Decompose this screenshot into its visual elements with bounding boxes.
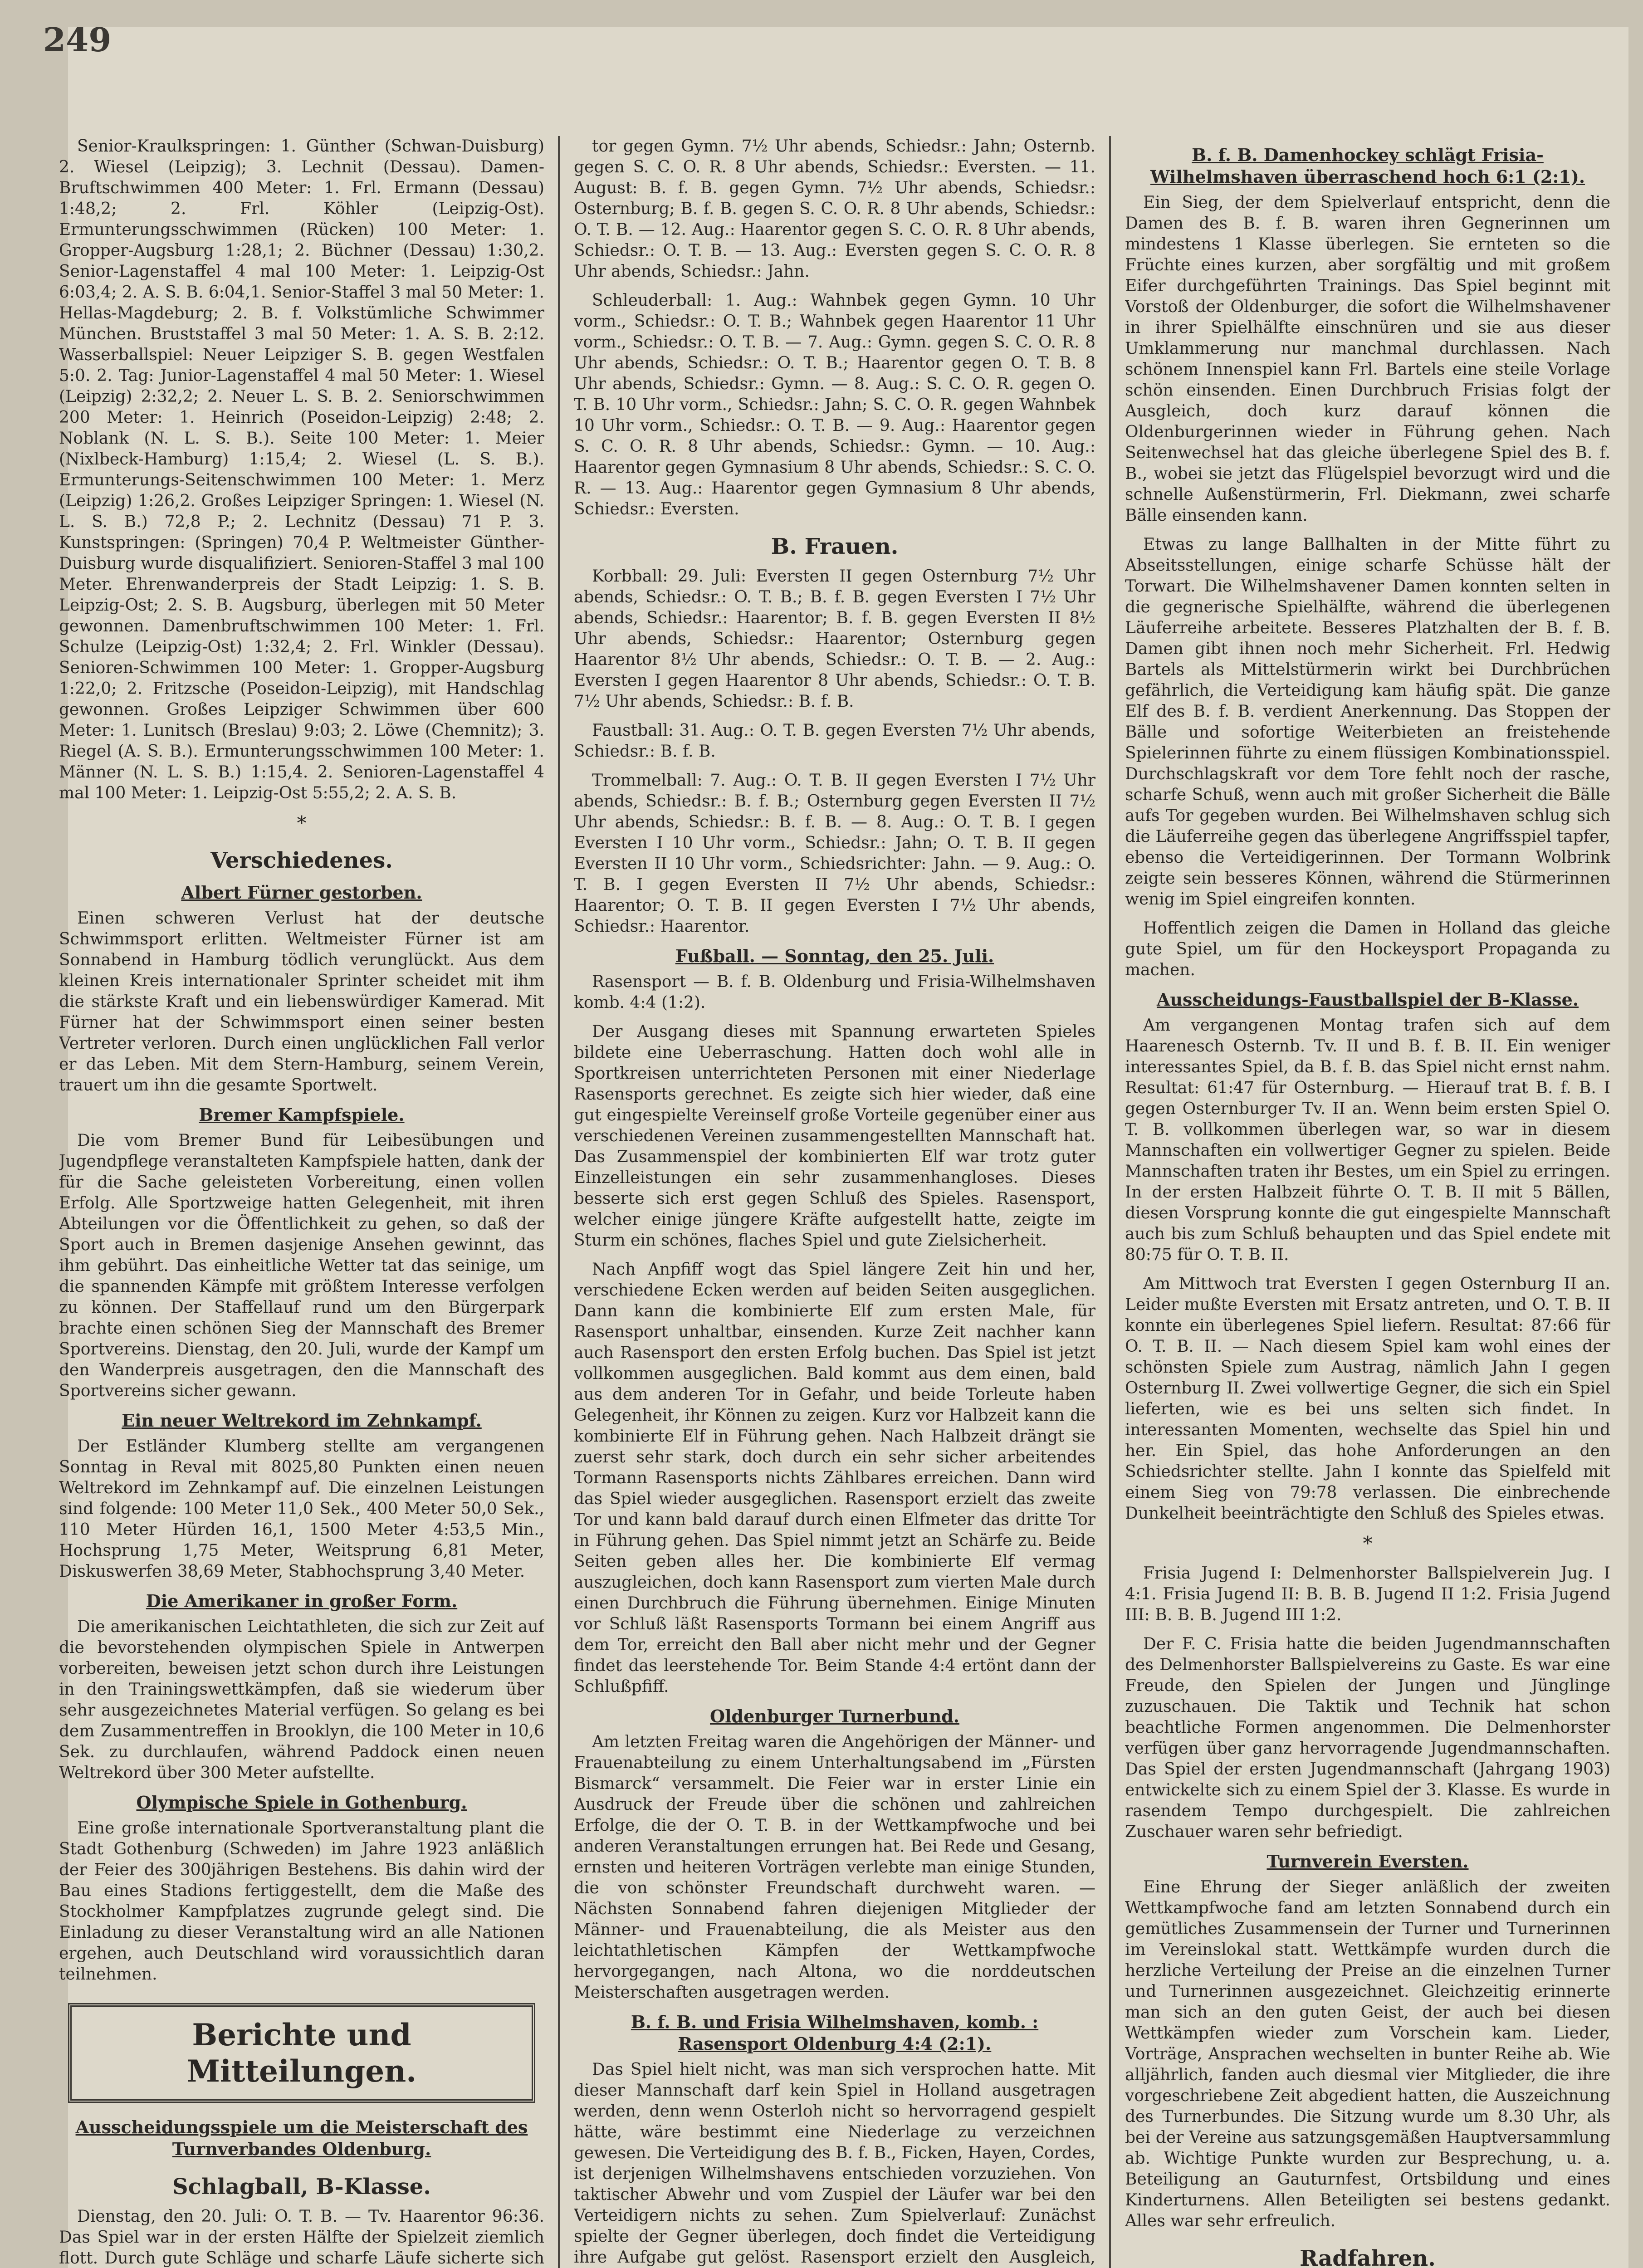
paragraph: Senior-Kraulkspringen: 1. Günther (Schwan-Duisburg) 2. Wiesel (Leipzig); 3. Lechnit (Dessau). Damen-Bruftschwimmen 400 Meter: 1. Frl. Ermann (Dessau) 1:48,2; 2. Frl. Köhler (Leipzig-Ost). Ermunterungsschwimmen (Rücken) 100 Meter: 1. Gropper-Augsburg 1:28,1; 2. Büchner (Dessau) 1:30,2. Senior-Lagenstaffel 4 mal 100 Meter: 1. Leipzig-Ost 6:03,4; 2. A. S. B. 6:04,1. Senior-Staffel 3 mal 50 Meter: 1. Hellas-Magdeburg; 2. B. f. Volkstümliche Schwimmer München. Bruststaffel 3 mal 50 Meter: 1. A. S. B. 2:12. Wasserballspiel: Neuer Leipziger S. B. gegen Westfalen 5:0. 2. Tag: Junior-Lagenstaffel 4 mal 50 Meter: 1. Wiesel (Leipzig) 2:32,2; 2. Neuer L. S. B. 2. Seniorschwimmen 200 Meter: 1. Heinrich (Poseidon-Leipzig) 2:48; 2. Noblank (N. L. S. B.). Seite 100 Meter: 1. Meier (Nixlbeck-Hamburg) 1:15,4; 2. Wiesel (L. S. B.). Ermunterungs-Seitenschwimmen 100 Meter: 1. Merz (Leipzig) 1:26,2. Großes Leipziger Springen: 1. Wiesel (N. L. S. B.) 72,8 P.; 2. Lechnitz (Dessau) 71 P. 3. Kunstspringen: (Springen) 70,4 P. Weltmeister Günther-Duisburg wurde disqualifiziert. Senioren-Staffel 3 mal 100 Meter. Ehrenwanderpreis der Stadt Leipzig: 1. S. B. Leipzig-Ost; 2. S. B. Augsburg, überlegen mit 50 Meter gewonnen. Damenbruftschwimmen 100 Meter: 1. Frl. Schulze (Leipzig-Ost) 1:32,4; 2. Frl. Winkler (Dessau). Senioren-Schwimmen 100 Meter: 1. Gropper-Augsburg 1:22,0; 2. Fritzsche (Poseidon-Leipzig), mit Handschlag gewonnen. Großes Leipziger Schwimmen über 600 Meter: 1. Lunitsch (Breslau) 9:03; 2. Löwe (Chemnitz); 3. Riegel (A. S. B.). Ermunterungsschwimmen 100 Meter: 1. Männer (N. L. S. B.) 1:15,4. 2. Senioren-Lagenstaffel 4 mal 100 Meter: 1. Leipzig-Ost 5:55,2; 2. A. S. B. (59, 137, 544, 802)
paragraph: Am Mittwoch trat Eversten I gegen Osternburg II an. Leider mußte Eversten mit Ersatz antreten, und O. T. B. II konnte ein überlegenes Spiel liefern. Resultat: 87:66 für O. T. B. II. — Nach diesem Spiel kam wohl eines der schönsten Spiele zum Austrag, nämlich Jahn I gegen Osternburg II. Zwei vollwertige Gegner, die sich ein Spiel lieferten, wie es bei uns selten sich findet. In interessanten Momenten, wechselte das Spiel hin und her. Ein Spiel, das hohe Anforderungen an den Schiedsrichter stellte. Jahn I konnte das Spielfeld mit einem Sieg von 79:78 verlassen. Die einbrechende Dunkelheit beeinträchtigte den Schluß des Spieles etwas. (1125, 1275, 1610, 1523)
separator-star: * (1363, 1532, 1373, 1554)
column-rule (1109, 136, 1111, 2268)
paragraph: Am vergangenen Montag trafen sich auf dem Haarenesch Osternb. Tv. II und B. f. B. II. Ein weniger interessantes Spiel, da B. f. B. das Spiel nicht ernst nahm. Resultat: 61:47 für Osternburg. — Hierauf trat B. f. B. I gegen Osternburger Tv. II an. Wenn beim ersten Spiel O. T. B. vollkommen überlegen war, so war in diesem Mannschaften ein vollwertiger Gegner zu spielen. Beide Mannschaften traten ihr Bestes, um ein Spiel zu erringen. In der ersten Halbzeit führte O. T. B. II mit 5 Bällen, diesen Vorsprung konnte die gut eingespielte Mannschaft auch bis zum Schluß behaupten und das Spiel endete mit 80:75 für O. T. B. II. (1125, 1016, 1610, 1264)
article-heading: Ein neuer Weltrekord im Zehnkampf. (122, 1410, 482, 1431)
paragraph: Eine Ehrung der Sieger anläßlich der zweiten Wettkampfwoche fand am letzten Sonnabend durch ein gemütliches Zusammensein der Turner und Turnerinnen im Vereinslokal statt. Wettkämpfe wurden durch die herzliche Verteilung der Preise an die einzelnen Turner und Turnerinnen ausgezeichnet. Gleichzeitig erinnerte man sich an den guten Geist, der auch bei diesen Wettkämpfen wieder zum Vorschein kam. Lieder, Vorträge, Ansprachen wechselten in bunter Reihe ab. Wie alljährlich, fanden auch diesmal vier Mitglieder, die ihre vorgeschriebene Zeit abgedient hatten, die Auszeichnung des Turnerbundes. Die Sitzung wurde um 8.30 Uhr, als bei der Vereine aus satzungsgemäßen Hauptversammlung ab. Wichtige Punkte wurden zur Besprechung, u. a. Beteiligung an Gauturnfest, Ortsbildung und eines Kinderturnens. Allen Beteiligten sei bestens gedankt. Alles war sehr erfreulich. (1125, 1878, 1610, 2230)
article-heading: Albert Fürner gestorben. (181, 882, 422, 903)
paragraph: Die amerikanischen Leichtathleten, die sich zur Zeit auf die bevorstehenden olympischen Spiele in Antwerpen vorbereiten, beweisen jetzt schon durch ihre Leistungen in den Trainingswettkämpfen, daß sie wiederum über sehr ausgezeichnetes Material verfügen. So gelang es bei dem Zusammentreffen in Brooklyn, die 100 Meter in 10,6 Sek. zu durchlaufen, während Paddock einen neuen Weltrekord über 300 Meter aufstellte. (59, 1618, 544, 1782)
article-heading: Turnverein Eversten. (1266, 1851, 1469, 1872)
section-banner: Berichte und Mitteilungen. (68, 2003, 535, 2103)
column-right (1125, 136, 1610, 2268)
paragraph: Frisia Jugend I: Delmenhorster Ballspielverein Jug. I 4:1. Frisia Jugend II: B. B. B. Jugend II 1:2. Frisia Jugend III: B. B. B. Jugend III 1:2. (1125, 1564, 1610, 1624)
paragraph: Rasensport — B. f. B. Oldenburg und Frisia-Wilhelmshaven komb. 4:4 (1:2). (574, 973, 1095, 1012)
paragraph: Einen schweren Verlust hat der deutsche Schwimmsport erlitten. Weltmeister Fürner ist am Sonnabend in Hamburg tödlich verunglückt. Aus dem kleinen Kreis internationaler Sprinter scheidet mit ihm die stärkste Kraft und ein liebenswürdiger Kamerad. Mit Fürner hat der Schwimmsport einen seiner besten Vertreter verloren. Durch einen unglücklichen Fall verlor er das Leben. Mit dem Stern-Hamburg, seinem Verein, trauert um ihn die gesamte Sportwelt. (59, 909, 544, 1095)
paragraph: Am letzten Freitag waren die Angehörigen der Männer- und Frauenabteilung zu einem Unterhaltungsabend im „Fürsten Bismarck“ versammelt. Die Feier war in erster Linie ein Ausdruck der Freude über die schönen und zahlreichen Erfolge, die der O. T. B. in der Wettkampfwoche und bei anderen Veranstaltungen errungen hat. Bei Rede und Gesang, ernsten und heiteren Vorträgen verlebte man einige Stunden, die von schönster Freundschaft durchweht waren. — Nächsten Sonnabend fahren diejenigen Mitglieder der Männer- und Frauenabteilung, die als Meister aus den leichtathletischen Kämpfen der Wettkampfwoche hervorgegangen, nach Altona, wo die norddeutschen Meisterschaften ausgetragen werden. (574, 1733, 1095, 2002)
article-heading: Ausscheidungs-Faustballspiel der B-Klasse. (1156, 989, 1579, 1010)
paragraph: Schleuderball: 1. Aug.: Wahnbek gegen Gymn. 10 Uhr vorm., Schiedsr.: O. T. B.; Wahnbek gegen Haarentor 11 Uhr vorm., Schiedsr.: O. T. B. — 7. Aug.: Gymn. gegen S. C. O. R. 8 Uhr abends, Schiedsr.: O. T. B.; Haarentor gegen O. T. B. 8 Uhr abends, Schiedsr.: Gymn. — 8. Aug.: S. C. O. R. gegen O. T. B. 10 Uhr vorm., Schiedsr.: Jahn; S. C. O. R. gegen Wahnbek 10 Uhr vorm., Schiedsr.: O. T. B. — 9. Aug.: Haarentor gegen S. C. O. R. 8 Uhr abends, Schiedsr.: Gymn. — 10. Aug.: Haarentor gegen Gymnasium 8 Uhr abends, Schiedsr.: S. C. O. R. — 13. Aug.: Haarentor gegen Gymnasium 8 Uhr abends, Schiedsr.: Eversten. (574, 291, 1095, 518)
article-heading: B. f. B. Damenhockey schlägt Frisia-Wilhelmshaven überraschend hoch 6:1 (2:1). (1150, 145, 1585, 187)
paragraph: Der Ausgang dieses mit Spannung erwarteten Spieles bildete eine Ueberraschung. Hatten doch wohl alle in Sportkreisen unterrichteten Personen mit einer Niederlage Rasensports gerechnet. Es zeigte sich hier wieder, daß eine gut eingespielte Vereinself große Vorteile gegenüber einer aus verschiedenen Vereinen zusammengestellten Mannschaft hat. Das Zusammenspiel der kombinierten Elf war trotz guter Einzelleistungen ein sehr zusammenhangloses. Dieses besserte sich erst gegen Schluß des Spieles. Rasensport, welcher einige jüngere Kräfte aufgestellt hatte, zeigte im Sturm ein schönes, flaches Spiel und gute Zielsicherheit. (574, 1022, 1095, 1250)
section-heading: Verschiedenes. (210, 848, 393, 873)
paragraph: Die vom Bremer Bund für Leibesübungen und Jugendpflege veranstalteten Kampfspiele hatten, dank der für die Sache geleisteten Vorbereitung, einen vollen Erfolg. Alle Sportzweige hatten Gelegenheit, mit ihren Abteilungen vor die Öffentlichkeit zu gehen, so daß der Sport auch in Bremen dasjenige Ansehen gewinnt, das ihm gebührt. Das einheitliche Wetter tat das seinige, um die spannenden Kämpfe mit größtem Interesse verfolgen zu können. Der Staffellauf rund um den Bürgerpark brachte einen schönen Sieg der Mannschaft des Bremer Sportvereins. Dienstag, den 20. Juli, wurde der Kampf um den Wanderpreis ausgetragen, den die Mannschaft des Sportvereins sicher gewann. (59, 1131, 544, 1400)
paragraph: Dienstag, den 20. Juli: O. T. B. — Tv. Haarentor 96:36. Das Spiel war in der ersten Hälfte der Spielzeit ziemlich flott. Durch gute Schläge und scharfe Läufe sicherte sich (59, 2207, 544, 2268)
paragraph: Trommelball: 7. Aug.: O. T. B. II gegen Eversten I 7½ Uhr abends, Schiedsr.: B. f. B.; Osternburg gegen Eversten II 7½ Uhr abends, Schiedsr.: B. f. B. — 8. Aug.: O. T. B. I gegen Eversten I 10 Uhr vorm., Schiedsr.: Jahn; O. T. B. II gegen Eversten II 10 Uhr vorm., Schiedsrichter: Jahn. — 9. Aug.: O. T. B. I gegen Eversten II 7½ Uhr abends, Schiedsr.: Haarentor; O. T. B. II gegen Eversten I 7½ Uhr abends, Schiedsr.: Haarentor. (574, 771, 1095, 936)
column-middle (574, 136, 1095, 2268)
section-heading: B. Frauen. (771, 534, 899, 559)
article-heading: Ausscheidungsspiele um die Meisterschaft des Turnverbandes Oldenburg. (75, 2117, 528, 2159)
paragraph: Der F. C. Frisia hatte die beiden Jugendmannschaften des Delmenhorster Ballspielvereins zu Gaste. Es war eine Freude, den Spielen der Jungen und Jünglinge zuzuschauen. Die Taktik und Technik hat schon beachtliche Formen angenommen. Die Delmenhorster verfügen über ganz hervorragende Jugendmannschaften. Das Spiel der ersten Jugendmannschaft (Jahrgang 1903) entwickelte sich zu einem Spiel der 3. Klasse. Es wurde in rasendem Tempo durchgespielt. Die zahlreichen Zuschauer waren sehr befriedigt. (1125, 1635, 1610, 1841)
paragraph: Etwas zu lange Ballhalten in der Mitte führt zu Abseitsstellungen, einige scharfe Schüsse hält der Torwart. Die Wilhelmshavener Damen konnten selten in die gegnerische Spielhälfte, während die überlegenen Läuferreihe arbeitete. Besseres Platzhalten der B. f. B. Damen gibt ihnen noch mehr Sicherheit. Frl. Hedwig Bartels als Mittelstürmerin wirkt bei Durchbrüchen gefährlich, die Verteidigung kam häufig spät. Die ganze Elf des B. f. B. verdient Anerkennung. Das Stoppen der Bälle und sofortige Weiterbieten an freistehende Spielerinnen führte zu einem flüssigen Kombinationsspiel. Durchschlagskraft vor dem Tore fehlt noch der rasche, scharfe Schuß, wenn auch mit großer Sicherheit die Bälle aufs Tor gegeben wurden. Bei Wilhelmshaven schlug sich die Läuferreihe gegen das überlegene Angriffsspiel tapfer, ebenso die Verteidigerinnen. Der Tormann Wolbrink zeigte sein besseres Können, während die Stürmerinnen wenig im Spiel eingreifen konnten. (1125, 535, 1610, 909)
article-heading: Bremer Kampfspiele. (199, 1105, 405, 1125)
article-heading: Olympische Spiele in Gothenburg. (136, 1792, 467, 1813)
paragraph: Ein Sieg, der dem Spielverlauf entspricht, denn die Damen des B. f. B. waren ihren Gegnerinnen um mindestens 1 Klasse überlegen. Sie ernteten so die Früchte eines kurzen, aber sorgfältig und mit großem Eifer durchgeführten Trainings. Das Spiel beginnt mit Vorstoß der Oldenburger, die sofort die Wilhelmshavener in ihrer Spielhälfte einschnüren und sie aus dieser Umklammerung nur manchmal durchlassen. Nach schönem Innenspiel kann Frl. Bartels eine steile Vorlage schön einsenden. Einen Durchbruch Frisias folgt der Ausgleich, doch kurz darauf können die Oldenburgerinnen wieder in Führung gehen. Nach Seitenwechsel hat das gleiche überlegene Spiel des B. f. B., wobei sie jetzt das Flügelspiel bevorzugt wird und die schnelle Außenstürmerin, Frl. Diekmann, zwei scharfe Bälle einsenden kann. (1125, 193, 1610, 525)
article-heading: B. f. B. und Frisia Wilhelmshaven, komb. : Rasensport Oldenburg 4:4 (2:1). (631, 2012, 1039, 2054)
paragraph: Eine große internationale Sportveranstaltung plant die Stadt Gothenburg (Schweden) im Jahre 1923 anläßlich der Feier des 300jährigen Bestehens. Bis dahin wird der Bau eines Stadions fertiggestellt, dem die Maße des Stockholmer Kampfplatzes zugrunde gelegt sind. Die Einladung zu dieser Veranstaltung wird an alle Nationen ergehen, auch Deutschland wird voraussichtlich daran teilnehmen. (59, 1819, 544, 1984)
paragraph: Nach Anpfiff wogt das Spiel längere Zeit hin und her, verschiedene Ecken werden auf beiden Seiten ausgeglichen. Dann kann die kombinierte Elf zum ersten Male, für Rasensport unhaltbar, einsenden. Kurze Zeit nachher kann auch Rasensport den ersten Erfolg buchen. Das Spiel ist jetzt vollkommen ausgeglichen. Bald kommt aus dem einen, bald aus dem anderen Tor in Gefahr, und beide Torleute haben Gelegenheit, ihr Können zu zeigen. Kurz vor Halbzeit kann die kombinierte Elf in Führung gehen. Nach Halbzeit drängt sie zuerst sehr stark, doch durch ein sehr sicher arbeitendes Tormann Rasensports nichts Zählbares erreichen. Dann wird das Spiel wieder ausgeglichen. Rasensport erzielt das zweite Tor und kann bald darauf durch einen Elfmeter das dritte Tor in Führung gehen. Das Spiel nimmt jetzt an Schärfe zu. Beide Seiten geben alles her. Die kombinierte Elf vermag auszugleichen, doch kann Rasensport zum vierten Male durch einen Durchbruch die Führung übernehmen. Einige Minuten vor Schluß läßt Rasensports Tormann bei einem Angriff aus dem Tor, erreicht den Ball aber nicht mehr und der Gegner findet das leerstehende Tor. Beim Stande 4:4 ertönt dann der Schlußpfiff. (574, 1260, 1095, 1696)
paragraph: Das Spiel hielt nicht, was man sich versprochen hatte. Mit dieser Mannschaft darf kein Spiel in Holland ausgetragen werden, denn wenn Osterloh nicht so hervorragend gespielt hätte, wäre bestimmt eine Niederlage zu verzeichnen gewesen. Die Verteidigung des B. f. B., Ficken, Hayen, Cordes, ist derjenigen Wilhelmshavens entschieden vorzuziehen. Von taktischer Abwehr und vom Zuspiel der Läufer war bei den Verteidigern nichts zu sehen. Zum Spielverlauf: Zunächst spielte der Gegner überlegen, doch findet die Verteidigung ihre Aufgabe gut gelöst. Rasensport erzielt den Ausgleich, (574, 2060, 1095, 2267)
column-left (59, 136, 544, 2268)
separator-star: * (297, 812, 307, 834)
article-heading: Die Amerikaner in großer Form. (146, 1591, 458, 1611)
paragraph: Korbball: 29. Juli: Eversten II gegen Osternburg 7½ Uhr abends, Schiedsr.: O. T. B.; B. f. B. gegen Eversten I 7½ Uhr abends, Schiedsr.: Haarentor; B. f. B. gegen Eversten II 8½ Uhr abends, Schiedsr.: Haarentor; Osternburg gegen Haarentor 8½ Uhr abends, Schiedsr.: O. T. B. — 2. Aug.: Eversten I gegen Haarentor 8 Uhr abends, Schiedsr.: O. T. B. 7½ Uhr abends, Schiedsr.: B. f. B. (574, 567, 1095, 711)
section-heading: Radfahren. (1300, 2246, 1436, 2268)
paragraph: Faustball: 31. Aug.: O. T. B. gegen Eversten 7½ Uhr abends, Schiedsr.: B. f. B. (574, 721, 1095, 761)
paragraph: Der Estländer Klumberg stellte am vergangenen Sonntag in Reval mit 8025,80 Punkten einen neuen Weltrekord im Zehnkampf auf. Die einzelnen Leistungen sind folgende: 100 Meter 11,0 Sek., 400 Meter 50,0 Sek., 110 Meter Hürden 16,1, 1500 Meter 4:53,5 Min., Hochsprung 1,75 Meter, Weitsprung 6,81 Meter, Diskuswerfen 38,69 Meter, Stabhochsprung 3,40 Meter. (59, 1437, 544, 1581)
paragraph: tor gegen Gymn. 7½ Uhr abends, Schiedsr.: Jahn; Osternb. gegen S. C. O. R. 8 Uhr abends, Schiedsr.: Eversten. — 11. August: B. f. B. gegen Gymn. 7½ Uhr abends, Schiedsr.: Osternburg; B. f. B. gegen S. C. O. R. 8 Uhr abends, Schiedsr.: O. T. B. — 12. Aug.: Haarentor gegen S. C. O. R. 8 Uhr abends, Schiedsr.: O. T. B. — 13. Aug.: Eversten gegen S. C. O. R. 8 Uhr abends, Schiedsr.: Jahn. (574, 137, 1095, 281)
section-heading: Schlagball, B-Klasse. (172, 2174, 431, 2200)
page-number: 249 (43, 20, 112, 59)
paragraph: Hoffentlich zeigen die Damen in Holland das gleiche gute Spiel, um für den Hockeysport Propaganda zu machen. (1125, 919, 1610, 979)
article-heading: Fußball. — Sonntag, den 25. Juli. (675, 946, 994, 966)
article-heading: Oldenburger Turnerbund. (709, 1706, 960, 1726)
column-rule (558, 136, 560, 2268)
